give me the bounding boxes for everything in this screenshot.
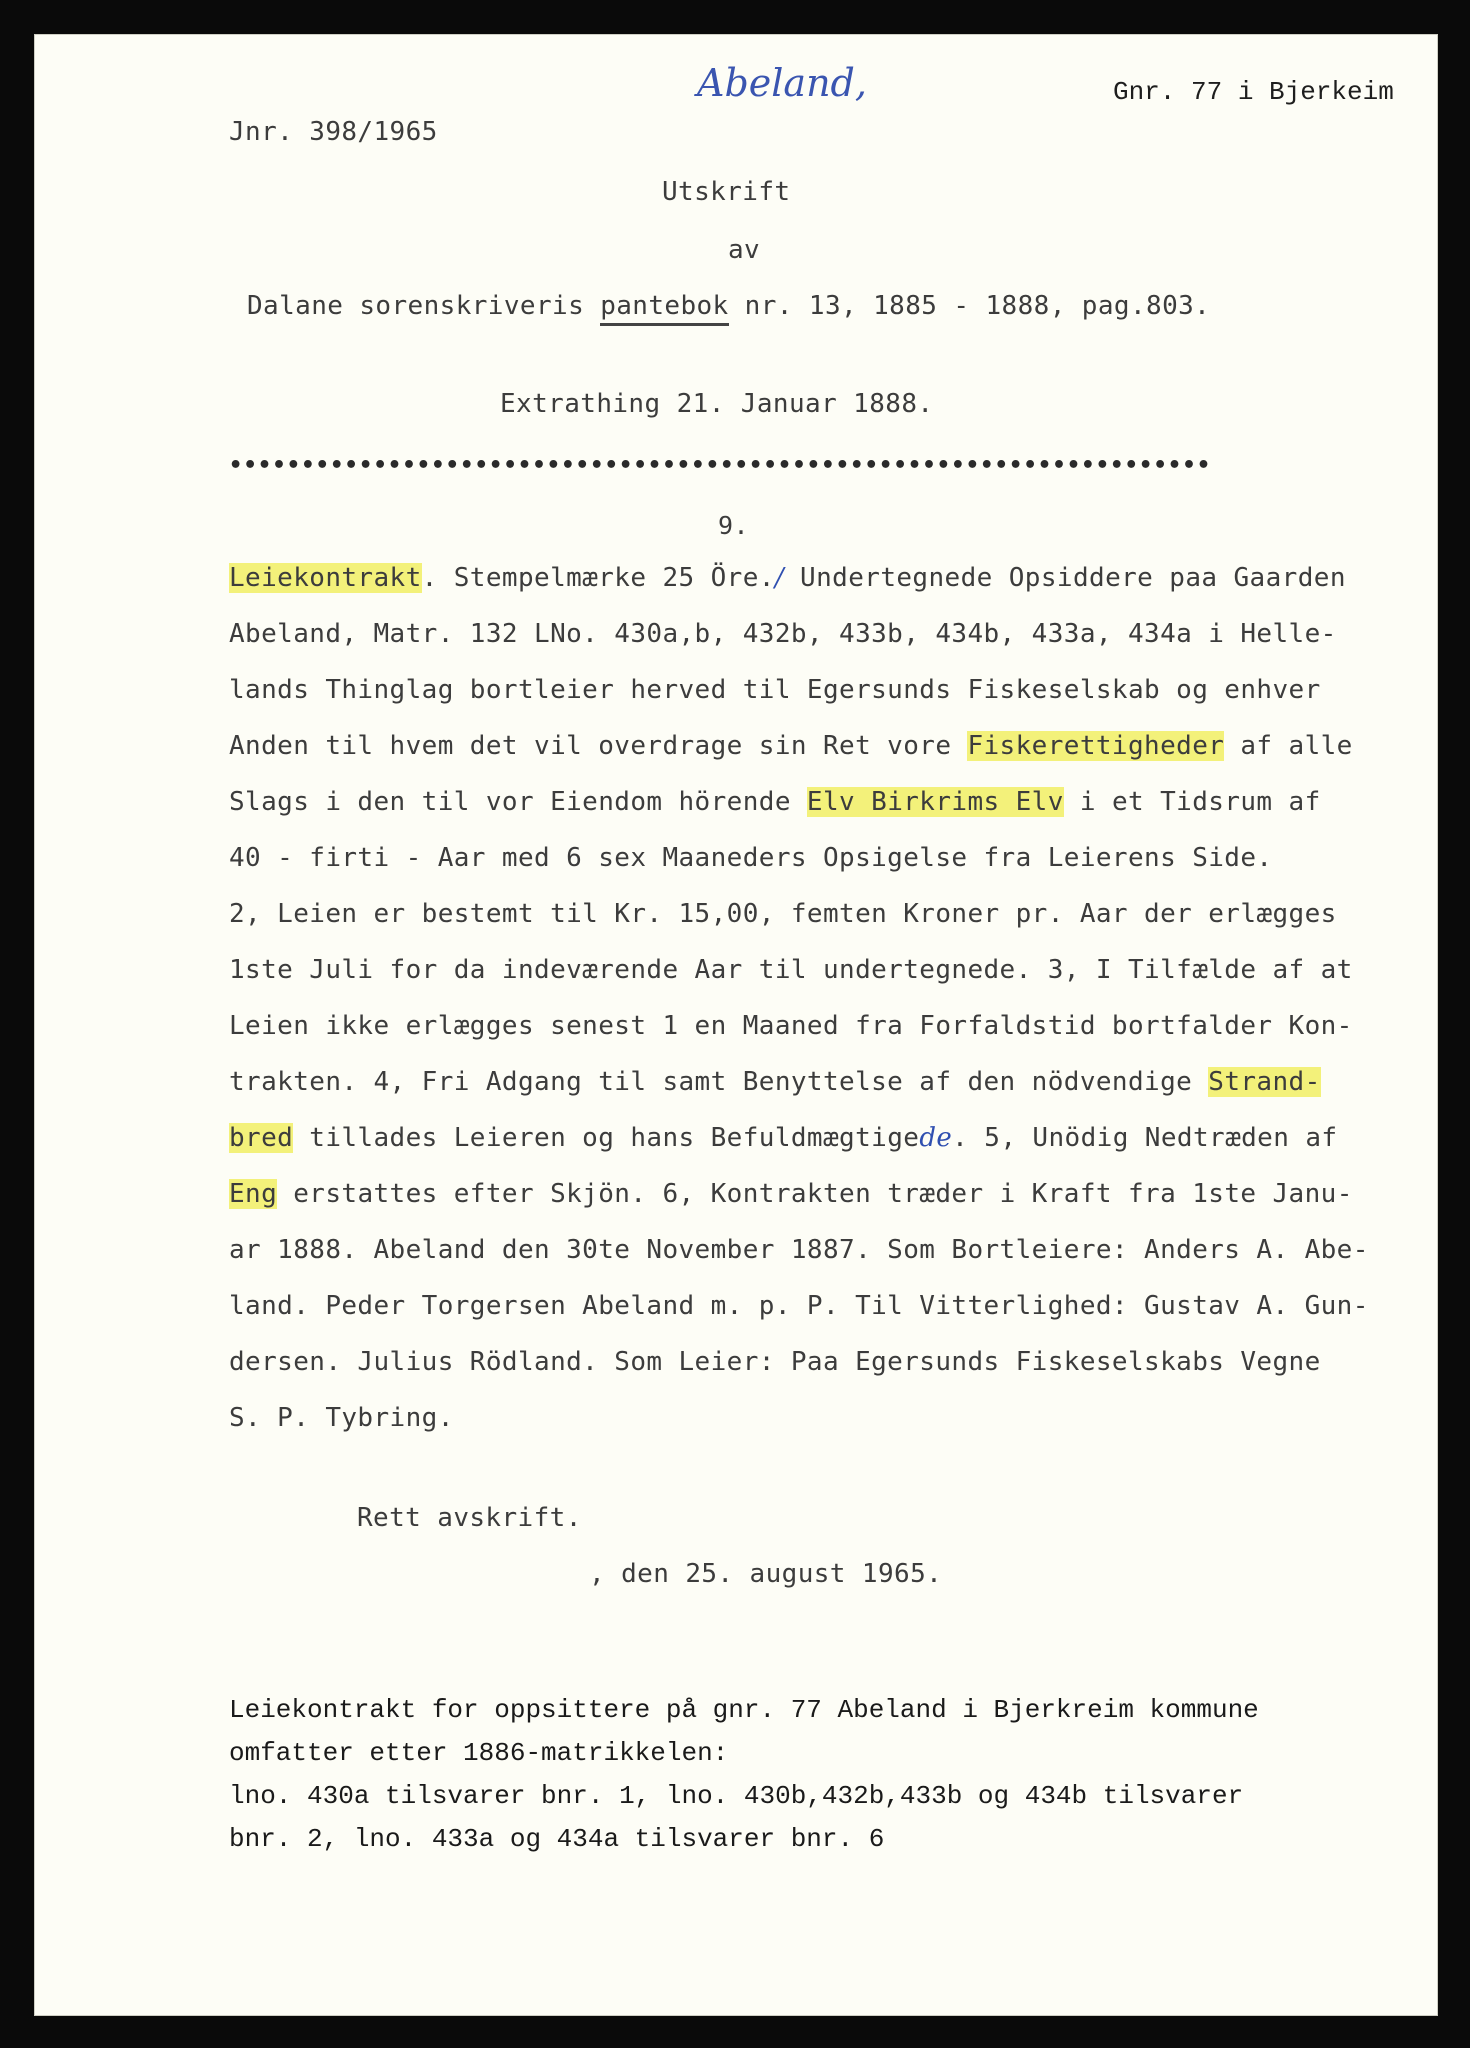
- contract-line: [229, 1179, 1369, 1235]
- certified-copy-label: Rett avskrift.: [357, 1503, 582, 1533]
- handwritten-place-name: Abeland,: [697, 61, 867, 105]
- highlighted-text: Leiekontrakt: [229, 563, 422, 593]
- contract-line: [229, 787, 1369, 843]
- entry-number: 9.: [718, 511, 749, 540]
- contract-line: [229, 843, 1369, 899]
- text-segment: 40 - firti - Aar med 6 sex Maaneders Opsigelse fra Leierens Side.: [229, 843, 1273, 873]
- pen-correction: de: [919, 1123, 953, 1153]
- footer-note-line: Leiekontrakt for oppsittere på gnr. 77 Abeland i Bjerkreim kommune: [229, 1695, 1259, 1725]
- contract-line: [229, 955, 1369, 1011]
- highlighted-text: Eng: [229, 1179, 278, 1209]
- text-segment: 1ste Juli for da indeværende Aar til undertegnede. 3, I Tilfælde af at: [229, 955, 1353, 985]
- contract-text: [229, 563, 1369, 1459]
- contract-line: [229, 563, 1369, 619]
- text-segment: trakten. 4, Fri Adgang til samt Benyttelse af den nödvendige: [229, 1067, 1209, 1097]
- highlighted-text: bred: [229, 1123, 294, 1153]
- text-segment: af alle: [1224, 731, 1353, 761]
- document-title: Utskrift: [662, 177, 791, 207]
- text-segment: land. Peder Torgersen Abeland m. p. P. Til Vitterlighed: Gustav A. Gun-: [229, 1291, 1369, 1321]
- text-segment: Abeland, Matr. 132 LNo. 430a,b, 432b, 433b, 434b, 433a, 434a i Helle-: [229, 619, 1337, 649]
- pen-correction: /: [774, 563, 784, 593]
- text-segment: S. P. Tybring.: [229, 1403, 454, 1433]
- text-segment: Undertegnede Opsiddere paa Gaarden: [784, 563, 1346, 593]
- contract-line: [229, 1067, 1369, 1123]
- journal-number: Jnr. 398/1965: [229, 117, 438, 147]
- footer-note-line: omfatter etter 1886-matrikkelen:: [229, 1738, 729, 1768]
- text-segment: . Stempelmærke 25 Öre.: [421, 563, 775, 593]
- text-segment: 2, Leien er bestemt til Kr. 15,00, femten Kroner pr. Aar der erlægges: [229, 899, 1337, 929]
- contract-line: [229, 1291, 1369, 1347]
- source-reference-underlined: pantebok: [600, 291, 728, 326]
- footer-note-line: bnr. 2, lno. 433a og 434a tilsvarer bnr. 6: [229, 1824, 885, 1854]
- certification-date: , den 25. august 1965.: [589, 1559, 943, 1589]
- source-reference: [247, 291, 1210, 321]
- contract-line: [229, 1347, 1369, 1403]
- contract-line: [229, 1403, 1369, 1459]
- contract-line: [229, 1011, 1369, 1067]
- contract-line: [229, 899, 1369, 955]
- source-reference-post: nr. 13, 1885 - 1888, pag.803.: [728, 291, 1211, 321]
- text-segment: Anden til hvem det vil overdrage sin Ret vore: [229, 731, 968, 761]
- farm-reference: Gnr. 77 i Bjerkeim: [1113, 77, 1394, 107]
- text-segment: erstattes efter Skjön. 6, Kontrakten træder i Kraft fra 1ste Janu-: [277, 1179, 1353, 1209]
- text-segment: ar 1888. Abeland den 30te November 1887. Som Bortleiere: Anders A. Abe-: [229, 1235, 1369, 1265]
- highlighted-text: Elv Birkrims Elv: [806, 787, 1064, 817]
- contract-line: [229, 731, 1369, 787]
- footer-note-line: lno. 430a tilsvarer bnr. 1, lno. 430b,432b,433b og 434b tilsvarer: [229, 1781, 1244, 1811]
- dotted-separator: ••••••••••••••••••••••••••••••••••••••••••••••••••••••••••••••••••••: [229, 453, 1212, 478]
- contract-line: [229, 1235, 1369, 1291]
- text-segment: tillades Leieren og hans Befuldmægtige: [293, 1123, 920, 1153]
- text-segment: lands Thinglag bortleier herved til Egersunds Fiskeselskab og enhver: [229, 675, 1321, 705]
- contract-line: [229, 675, 1369, 731]
- highlighted-text: Fiskerettigheder: [967, 731, 1225, 761]
- footer-note: [229, 1695, 1259, 1867]
- highlighted-text: Strand-: [1208, 1067, 1321, 1097]
- session-heading: Extrathing 21. Januar 1888.: [500, 389, 934, 419]
- title-connector: av: [728, 235, 761, 265]
- contract-line: [229, 619, 1369, 675]
- text-segment: dersen. Julius Rödland. Som Leier: Paa Egersunds Fiskeselskabs Vegne: [229, 1347, 1321, 1377]
- document-page: [34, 34, 1438, 2016]
- source-reference-pre: Dalane sorenskriveris: [247, 291, 601, 321]
- text-segment: . 5, Unödig Nedtræden af: [952, 1123, 1338, 1153]
- text-segment: Leien ikke erlægges senest 1 en Maaned fra Forfaldstid bortfalder Kon-: [229, 1011, 1353, 1041]
- contract-line: [229, 1123, 1369, 1179]
- text-segment: Slags i den til vor Eiendom hörende: [229, 787, 807, 817]
- text-segment: i et Tidsrum af: [1063, 787, 1321, 817]
